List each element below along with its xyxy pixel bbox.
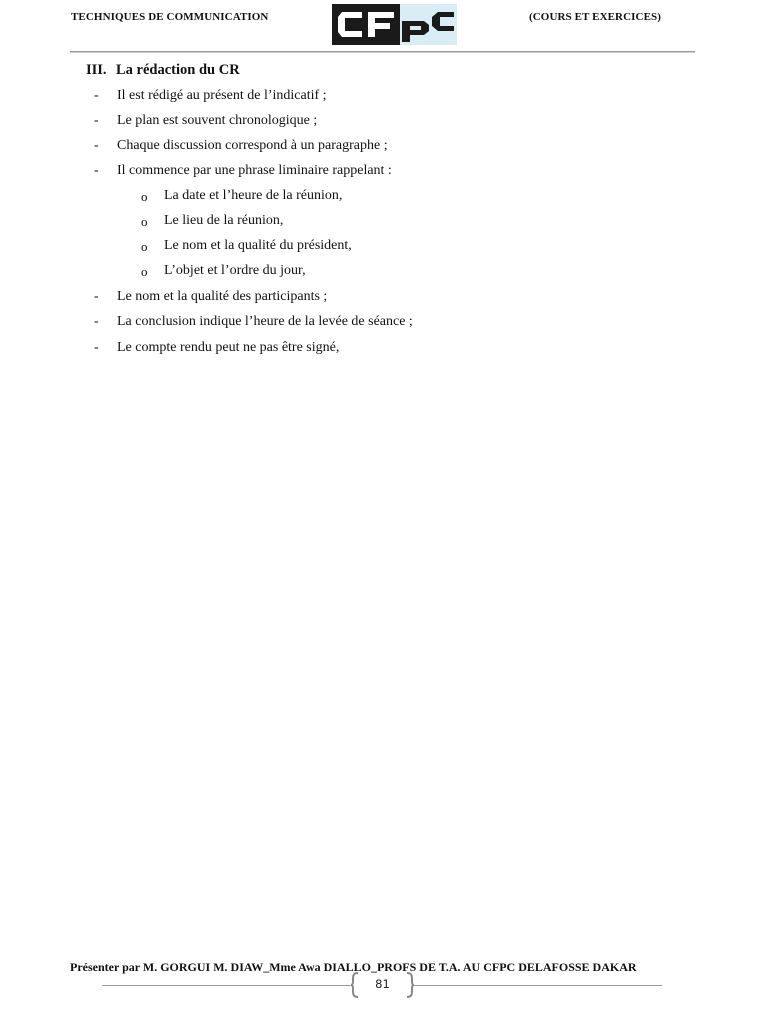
dash-bullet: - [94, 113, 99, 128]
circle-bullet: o [141, 239, 148, 254]
sub-list-item: La date et l’heure de la réunion, [164, 188, 343, 203]
cfpc-logo-graphic [332, 4, 457, 45]
page-number-box [351, 972, 414, 998]
list-item: Il est rédigé au présent de l’indicatif ; [117, 88, 327, 103]
list-item: Chaque discussion correspond à un paragraphe ; [117, 138, 388, 153]
dash-bullet: - [94, 340, 99, 355]
header-course-subtitle: (COURS ET EXERCICES) [529, 11, 661, 23]
list-item: La conclusion indique l’heure de la levée de séance ; [117, 314, 413, 329]
sub-list-item: Le nom et la qualité du président, [164, 238, 352, 253]
dash-bullet: - [94, 163, 99, 178]
sub-list-item: Le lieu de la réunion, [164, 213, 284, 228]
page-number: 81 [375, 977, 390, 991]
dash-bullet: - [94, 289, 99, 304]
circle-bullet: o [141, 214, 148, 229]
header-course-title: TECHNIQUES DE COMMUNICATION [71, 11, 269, 23]
circle-bullet: o [141, 189, 148, 204]
circle-bullet: o [141, 264, 148, 279]
cfpc-logo [332, 4, 457, 45]
header-divider [70, 51, 695, 53]
list-item: Le nom et la qualité des participants ; [117, 289, 328, 304]
list-item: Le compte rendu peut ne pas être signé, [117, 340, 340, 355]
sub-list-item: L’objet et l’ordre du jour, [164, 263, 306, 278]
list-item: Il commence par une phrase liminaire rappelant : [117, 163, 392, 178]
dash-bullet: - [94, 314, 99, 329]
dash-bullet: - [94, 138, 99, 153]
section-title: La rédaction du CR [116, 62, 240, 78]
list-item: Le plan est souvent chronologique ; [117, 113, 318, 128]
section-number: III. [86, 62, 107, 78]
footer-credit: Présenter par M. GORGUI M. DIAW_Mme Awa DIALLO_PROFS DE T.A. AU CFPC DELAFOSSE DAKAR [70, 960, 637, 974]
footer-divider-left [102, 985, 351, 986]
section-heading [86, 62, 240, 79]
footer-divider-right [414, 985, 662, 986]
dash-bullet: - [94, 88, 99, 103]
